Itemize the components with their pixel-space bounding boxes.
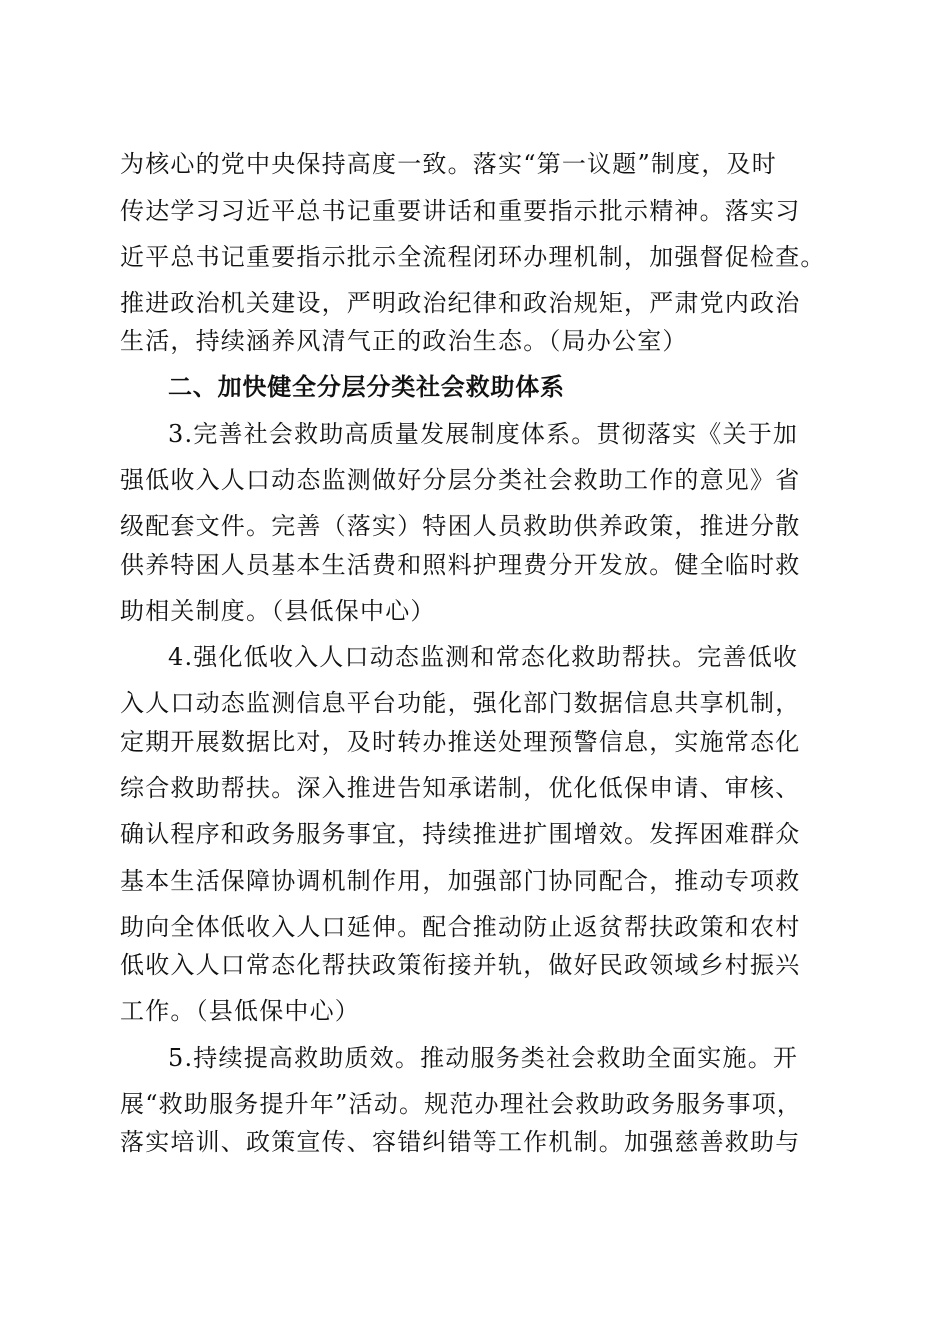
item4-line-5: 确认程序和政务服务事宜，持续推进扩围增效。发挥困难群众	[120, 820, 801, 848]
item5-line-3: 落实培训、政策宣传、容错纠错等工作机制。加强慈善救助与	[120, 1128, 801, 1156]
item3-line-5: 助相关制度。（县低保中心）	[120, 597, 436, 625]
intro-line-2: 传达学习习近平总书记重要讲话和重要指示批示精神。落实习	[120, 197, 801, 225]
item4-line-1: 4.强化低收入人口动态监测和常态化救助帮扶。完善低收	[168, 643, 799, 671]
item4-line-2: 入人口动态监测信息平台功能，强化部门数据信息共享机制，	[120, 689, 801, 717]
item3-line-2: 强低收入人口动态监测做好分层分类社会救助工作的意见》省	[120, 466, 801, 494]
item4-line-6: 基本生活保障协调机制作用，加强部门协同配合，推动专项救	[120, 867, 801, 895]
intro-line-4: 推进政治机关建设，严明政治纪律和政治规矩，严肃党内政治	[120, 289, 801, 317]
item4-line-8: 低收入人口常态化帮扶政策衔接并轨，做好民政领域乡村振兴	[120, 951, 801, 979]
item5-line-1: 5.持续提高救助质效。推动服务类社会救助全面实施。开	[168, 1044, 799, 1072]
intro-line-1: 为核心的党中央保持高度一致。落实“第一议题”制度，及时	[120, 150, 777, 178]
item5-line-2: 展“救助服务提升年”活动。规范办理社会救助政务服务事项，	[120, 1090, 803, 1118]
item4-line-3: 定期开展数据比对，及时转办推送处理预警信息，实施常态化	[120, 728, 801, 756]
item4-line-9: 工作。（县低保中心）	[120, 997, 360, 1025]
item3-line-1: 3.完善社会救助高质量发展制度体系。贯彻落实《关于加	[168, 420, 799, 448]
intro-line-3: 近平总书记重要指示批示全流程闭环办理机制，加强督促检查。	[120, 243, 826, 271]
intro-line-5: 生活，持续涵养风清气正的政治生态。（局办公室）	[120, 327, 688, 355]
item4-line-7: 助向全体低收入人口延伸。配合推动防止返贫帮扶政策和农村	[120, 913, 801, 941]
item3-line-3: 级配套文件。完善（落实）特困人员救助供养政策，推进分散	[120, 512, 801, 540]
section-heading: 二、加快健全分层分类社会救助体系	[168, 373, 565, 401]
item3-line-4: 供养特困人员基本生活费和照料护理费分开发放。健全临时救	[120, 551, 801, 579]
item4-line-4: 综合救助帮扶。深入推进告知承诺制，优化低保申请、审核、	[120, 774, 801, 802]
